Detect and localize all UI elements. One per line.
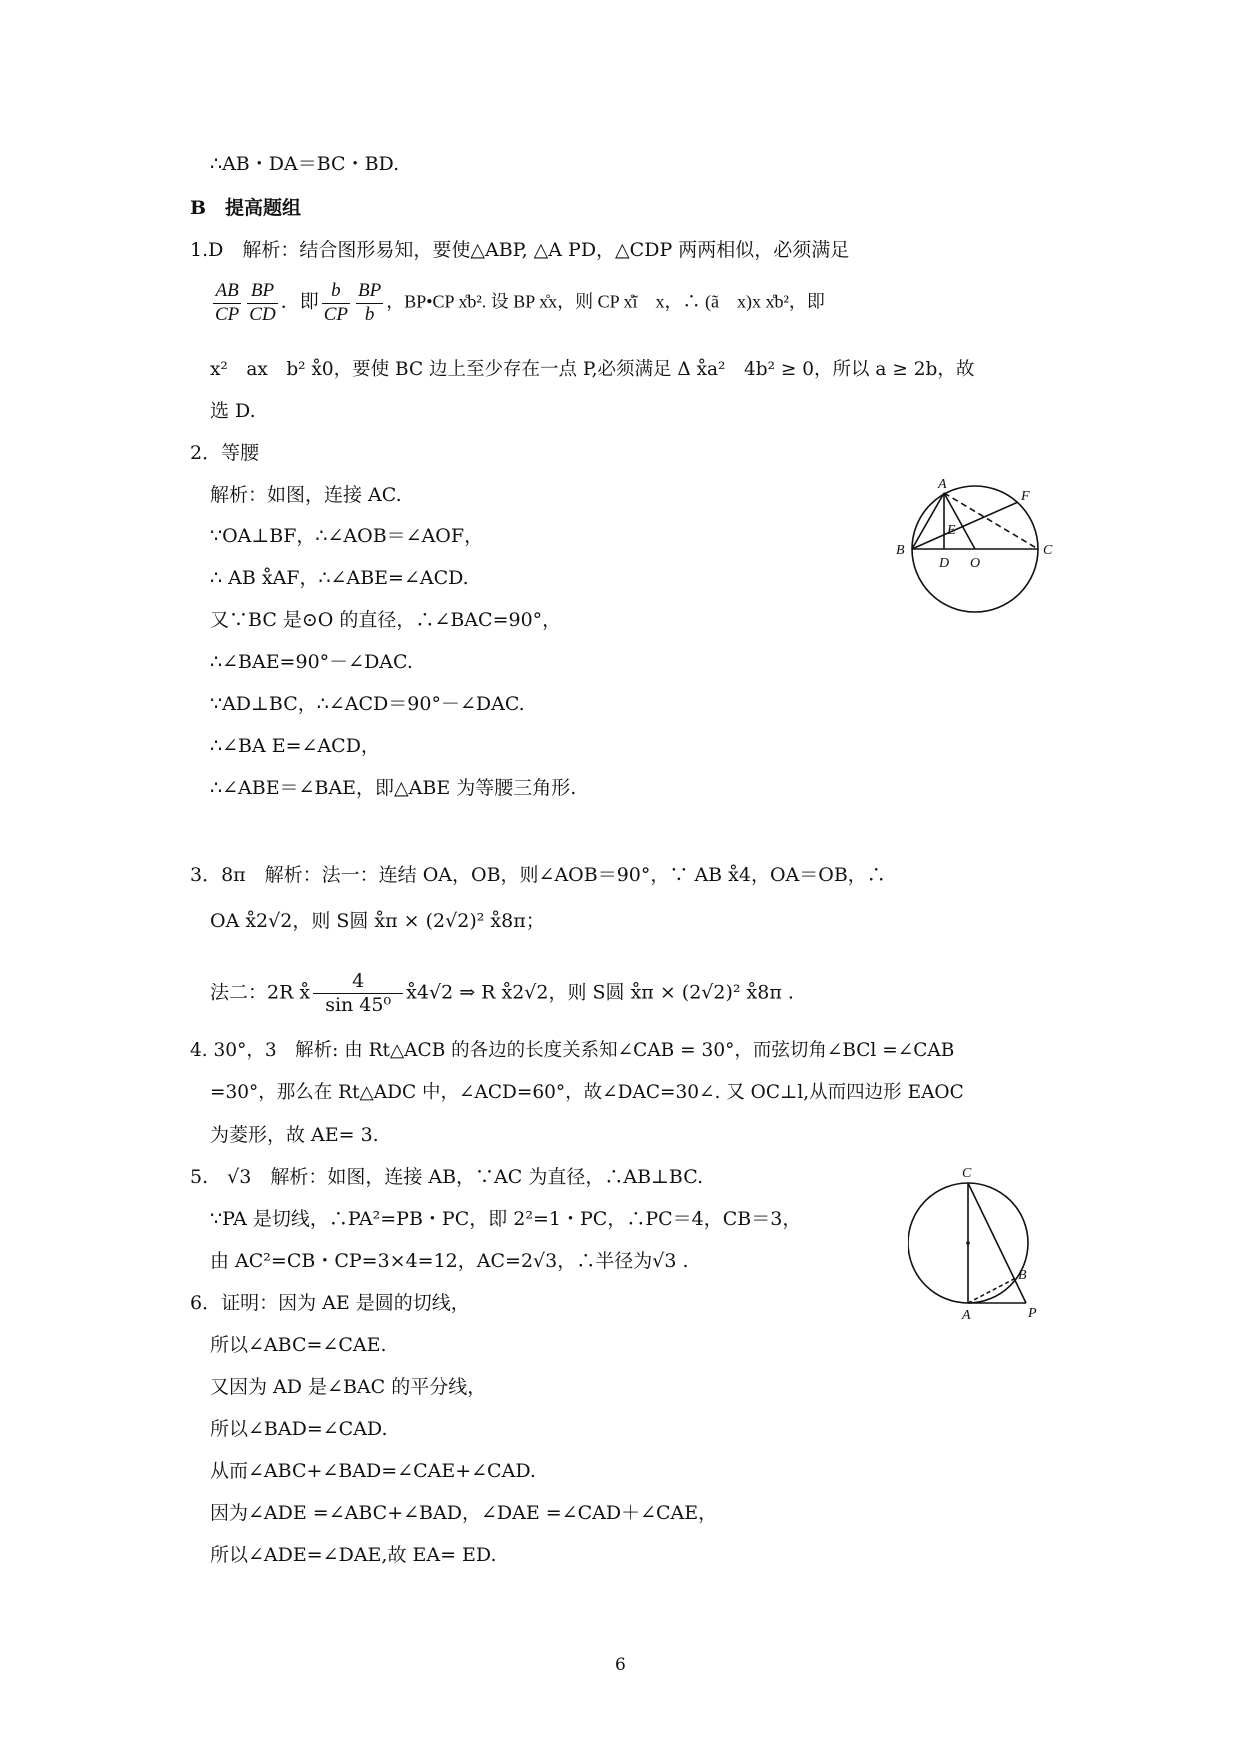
text-line: 6．证明：因为 AE 是圆的切线， xyxy=(190,1292,470,1314)
segment-ab xyxy=(912,493,944,549)
label-d: D xyxy=(939,556,950,571)
fraction-denominator: b xyxy=(364,303,375,325)
segment-bf xyxy=(912,502,1018,549)
text-line: ∵AD⊥BC，∴∠ACD＝90°－∠DAC. xyxy=(210,693,525,715)
segment-ab xyxy=(968,1279,1014,1303)
fraction-numerator: AB xyxy=(213,280,241,304)
formula-text: ．即 xyxy=(280,291,319,313)
fraction-numerator: BP xyxy=(247,280,277,304)
text-line: ∵OA⊥BF，∴∠AOB＝∠AOF， xyxy=(210,525,484,547)
fraction-denominator: CP xyxy=(323,303,348,325)
text-line: 因为∠ADE =∠ABC+∠BAD，∠DAE =∠CAD＋∠CAE， xyxy=(210,1502,718,1524)
label-b: B xyxy=(896,543,905,558)
formula-line xyxy=(210,280,825,327)
label-c: C xyxy=(962,1166,972,1181)
label-f: F xyxy=(1021,489,1030,504)
fraction-numerator: 4 xyxy=(313,970,403,994)
label-a: A xyxy=(938,477,947,492)
text-line: =30°，那么在 Rt△ADC 中，∠ACD=60°，故∠DAC=30∠. 又 OC⊥l,从而四边形 EAOC xyxy=(210,1082,964,1103)
text-line: 1.D 解析：结合图形易知，要使△ABP, △A PD，△CDP 两两相似，必须满足 xyxy=(190,239,850,261)
fraction-denominator: sin 45⁰ xyxy=(325,993,392,1016)
text-line: 3．8π 解析：法一：连结 OA，OB，则∠AOB＝90°，∵ AB x̊4，OA＝OB，∴ xyxy=(190,864,886,886)
label-p: P xyxy=(1028,1306,1037,1321)
figure-graphics xyxy=(912,486,1038,612)
fraction xyxy=(213,280,241,327)
text-line: OA x̊2√2，则 S圆 x̊π × (2√2)² x̊8π； xyxy=(210,910,545,932)
section-heading: B 提高题组 xyxy=(190,197,302,219)
fraction-denominator: CP xyxy=(215,303,240,325)
fraction xyxy=(356,280,383,327)
text-line: 4. 30°，3 解析: 由 Rt△ACB 的各边的长度关系知∠CAB = 30°，而弦切角∠BCl =∠CAB xyxy=(190,1040,955,1061)
question-heading: 2．等腰 xyxy=(190,442,260,464)
segment-ao xyxy=(944,493,975,549)
formula-text: x̊4√2 ⇒ R x̊2√2，则 S圆 x̊π × (2√2)² x̊8π . xyxy=(406,981,794,1004)
text-line: ∴∠ABE＝∠BAE，即△ABE 为等腰三角形. xyxy=(210,777,577,799)
text-line: 所以∠BAD=∠CAD. xyxy=(210,1418,388,1440)
label-e: E xyxy=(947,523,956,538)
label-b: B xyxy=(1018,1268,1027,1283)
label-c: C xyxy=(1043,543,1053,558)
formula-line xyxy=(210,970,794,1017)
page-number: 6 xyxy=(615,1655,626,1675)
fraction xyxy=(247,280,277,327)
text-line: ∴∠BAE=90°－∠DAC. xyxy=(210,651,413,673)
text-line: 为菱形，故 AE= 3. xyxy=(210,1124,379,1146)
formula-text: ，BP•CP x̊b². 设 BP x̊x，则 CP x̊ĩ x，∴ (ã x)x x̊b²，即 xyxy=(386,291,825,312)
text-line: 由 AC²=CB・CP=3×4=12，AC=2√3，∴半径为√3 . xyxy=(210,1250,689,1272)
text-line: ∴∠BA E=∠ACD， xyxy=(210,735,380,757)
label-a: A xyxy=(962,1308,971,1323)
text-line: 又因为 AD 是∠BAC 的平分线， xyxy=(210,1376,487,1398)
fraction xyxy=(322,280,350,327)
text-line: ∴AB・DA＝BC・BD. xyxy=(210,153,400,175)
text-line: ∵PA 是切线，∴PA²=PB・PC，即 2²=1・PC，∴PC＝4，CB＝3， xyxy=(210,1208,802,1230)
text-line: 所以∠ADE=∠DAE,故 EA= ED. xyxy=(210,1544,497,1566)
center-dot xyxy=(966,1241,970,1245)
geometry-figure-circle-triangle xyxy=(888,472,1068,622)
geometry-figure-circle-tangent xyxy=(908,1163,1058,1323)
formula-text: 法二：2R x̊ xyxy=(210,981,311,1004)
label-o: O xyxy=(970,556,981,571)
text-line: 选 D. xyxy=(210,400,256,422)
segment-cp xyxy=(968,1183,1026,1303)
text-line: x² ax b² x̊0，要使 BC 边上至少存在一点 P,必须满足 Δ x̊a² 4b² ≥ 0，所以 a ≥ 2b，故 xyxy=(210,359,975,380)
fraction-numerator: BP xyxy=(356,280,383,304)
fraction xyxy=(313,970,403,1017)
text-line: 所以∠ABC=∠CAE. xyxy=(210,1334,387,1356)
text-line: 解析：如图，连接 AC. xyxy=(210,484,402,506)
fraction-numerator: b xyxy=(322,280,350,304)
text-line: 从而∠ABC+∠BAD=∠CAE+∠CAD. xyxy=(210,1460,536,1482)
fraction-denominator: CD xyxy=(249,303,276,325)
text-line: ∴ AB x̊AF，∴∠ABE=∠ACD. xyxy=(210,567,469,589)
text-line: 又∵BC 是⊙O 的直径，∴∠BAC=90°， xyxy=(210,609,562,631)
text-line: 5. √3 解析：如图，连接 AB，∵AC 为直径，∴AB⊥BC. xyxy=(190,1166,704,1188)
